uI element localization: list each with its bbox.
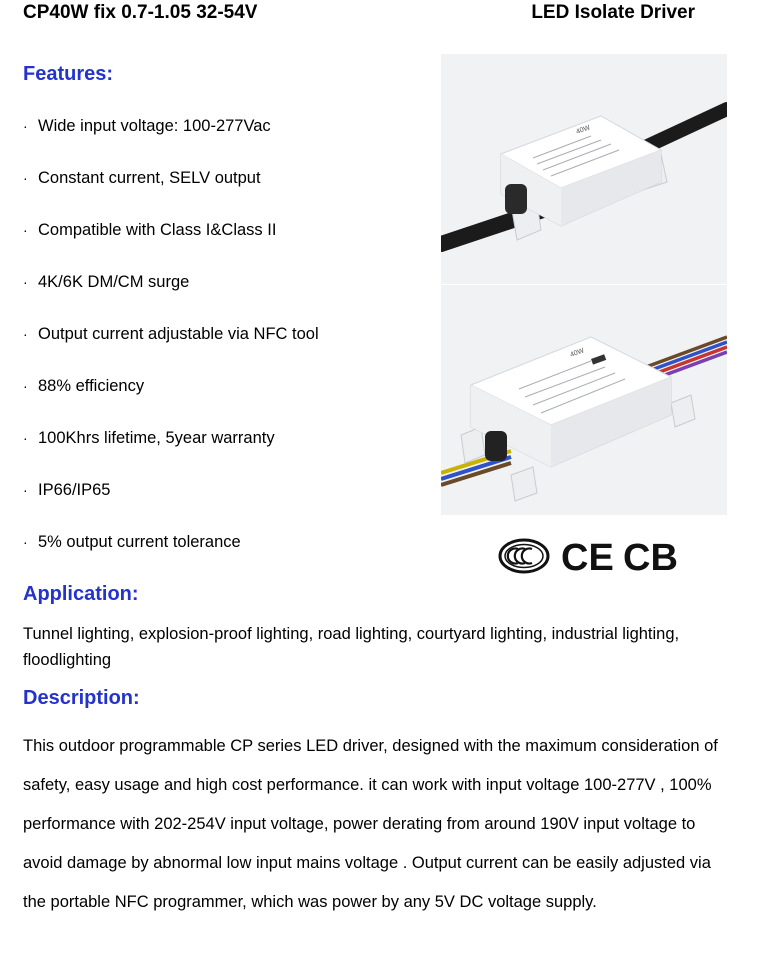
wattage-label: 40W: [575, 124, 592, 136]
feature-item: [23, 117, 271, 136]
product-type-title: LED Isolate Driver: [531, 2, 695, 23]
application-heading: Application:: [23, 583, 139, 605]
product-photo-black-cables: [441, 54, 727, 284]
wattage-label: 40W: [569, 347, 586, 359]
feature-item: [23, 533, 241, 552]
feature-item: [23, 221, 276, 240]
feature-item: [23, 377, 144, 396]
features-heading: Features:: [23, 63, 114, 85]
feature-text: IP66/IP65: [38, 481, 111, 499]
feature-text: 4K/6K DM/CM surge: [38, 273, 190, 291]
bullet-icon: ·: [23, 378, 28, 394]
bullet-icon: ·: [23, 430, 28, 446]
description-text: This outdoor programmable CP series LED driver, designed with the maximum consideration of safety, easy usage and high cost performance. it can work with input voltage 100-277V , 100% performance with 202-254V input voltage, power derating from around 190V input voltage to avoid damage by abnormal low input mains voltage . Output current can be easily adjusted via the portable NFC programmer, which was power by any 5V DC voltage supply.: [23, 737, 718, 911]
description-heading: Description:: [23, 687, 140, 709]
feature-text: Compatible with Class I&Class II: [38, 221, 277, 239]
feature-text: Constant current, SELV output: [38, 169, 261, 187]
product-photo-colored-wires: [441, 285, 727, 515]
bullet-icon: ·: [23, 534, 28, 550]
bullet-icon: ·: [23, 326, 28, 342]
feature-item: [23, 169, 261, 188]
feature-text: 88% efficiency: [38, 377, 145, 395]
feature-item: [23, 325, 319, 344]
bullet-icon: ·: [23, 482, 28, 498]
certification-marks: [497, 532, 687, 582]
feature-text: Output current adjustable via NFC tool: [38, 325, 319, 343]
ce-mark-icon: CE: [561, 537, 614, 579]
bullet-icon: ·: [23, 170, 28, 186]
bullet-icon: ·: [23, 222, 28, 238]
feature-item: [23, 273, 189, 292]
feature-item: [23, 481, 110, 500]
feature-text: Wide input voltage: 100-277Vac: [38, 117, 271, 135]
feature-text: 100Khrs lifetime, 5year warranty: [38, 429, 275, 447]
bullet-icon: ·: [23, 118, 28, 134]
model-title: CP40W fix 0.7-1.05 32-54V: [23, 2, 258, 23]
application-text: Tunnel lighting, explosion-proof lighting, road lighting, courtyard lighting, industrial lighting, floodlighting: [23, 625, 680, 669]
cb-mark-icon: CB: [623, 537, 678, 579]
feature-text: 5% output current tolerance: [38, 533, 241, 551]
feature-item: [23, 429, 275, 448]
ccc-mark-icon: [500, 540, 548, 572]
bullet-icon: ·: [23, 274, 28, 290]
